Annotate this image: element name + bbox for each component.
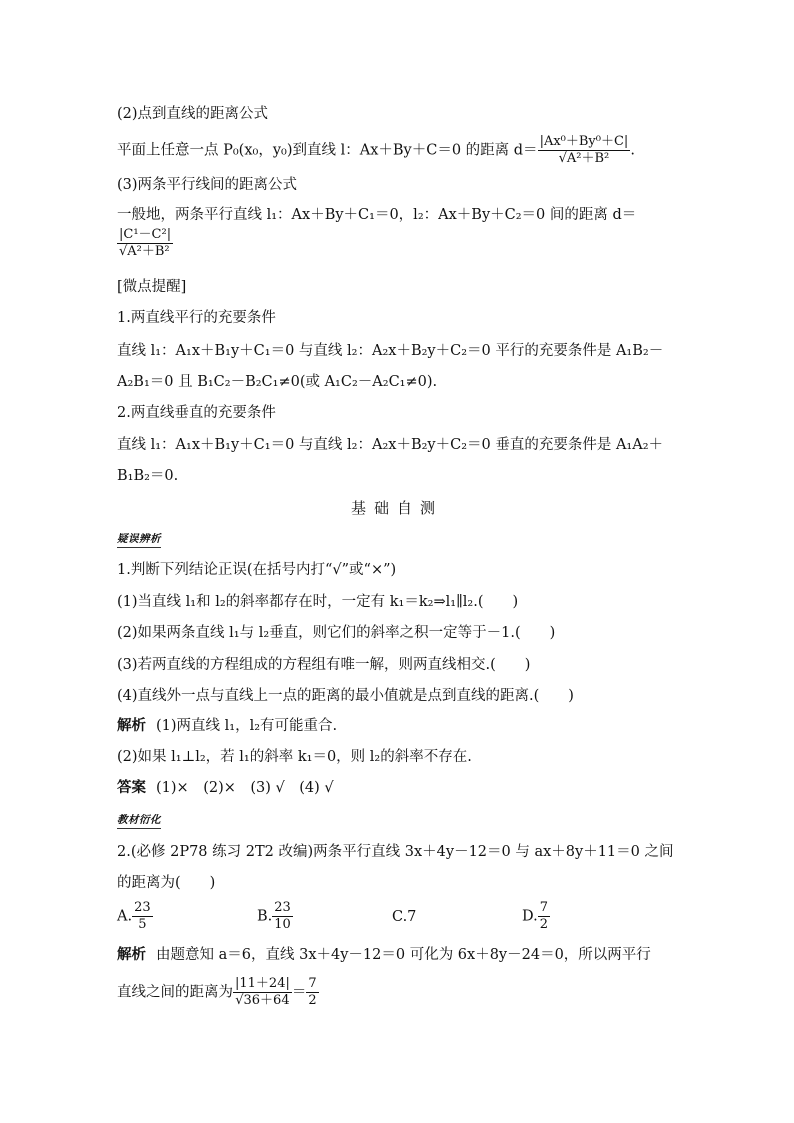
q1-solution-2: (2)如果 l₁⊥l₂，若 l₁的斜率 k₁＝0，则 l₂的斜率不存在. xyxy=(117,749,472,765)
heading-parallel-distance: (3)两条平行线间的距离公式 xyxy=(117,177,298,193)
q2-stem-line1: 2.(必修 2P78 练习 2T2 改编)两条平行直线 3x＋4y－12＝0 与 ax＋8y＋11＝0 之间 xyxy=(117,844,674,860)
section-title: 基础自测 xyxy=(350,499,443,517)
q1-solution-1: 解析 (1)两直线 l₁，l₂有可能重合. xyxy=(117,718,338,734)
parallel-distance-fraction: $\frac{\text{|C¹－C²|}}{\text{√A²＋B²}}$ xyxy=(119,227,172,259)
tag-textbook-derivation: 教材衍化 xyxy=(117,812,161,829)
tip1-line1: 直线 l₁：A₁x＋B₁y＋C₁＝0 与直线 l₂：A₂x＋B₂y＋C₂＝0 平行的充要条件是 A₁B₂－ xyxy=(117,343,664,359)
tag-error-analysis: 疑误辨析 xyxy=(117,531,161,548)
tip1-line2: A₂B₁＝0 且 B₁C₂－B₂C₁≠0(或 A₁C₂－A₂C₁≠0). xyxy=(117,374,438,390)
option-c: C.7 xyxy=(392,909,417,925)
option-d: D. $\frac{7}{2}$ xyxy=(522,900,548,932)
parallel-distance-text: 一般地，两条平行直线 l₁：Ax＋By＋C₁＝0，l₂：Ax＋By＋C₂＝0 间的距离 d＝ xyxy=(117,207,637,223)
tip1-title: 1.两直线平行的充要条件 xyxy=(117,310,276,326)
solution-label: 解析 xyxy=(117,947,146,963)
option-a: A. $\frac{23}{5}$ xyxy=(117,900,151,932)
q1-item: (1)当直线 l₁和 l₂的斜率都存在时，一定有 k₁＝k₂⇒l₁∥l₂.( ) xyxy=(117,594,519,610)
q1-answer: 答案 (1)× (2)× (3) √ (4) √ xyxy=(117,780,334,796)
q1-stem: 1.判断下列结论正误(在括号内打“√”或“×”) xyxy=(117,562,397,578)
q1-item: (4)直线外一点与直线上一点的距离的最小值就是点到直线的距离.( ) xyxy=(117,688,574,704)
solution-label: 解析 xyxy=(117,718,146,734)
q2-stem-line2: 的距离为( ) xyxy=(117,875,216,891)
point-line-formula: 平面上任意一点 P₀(x₀，y₀)到直线 l：Ax＋By＋C＝0 的距离 d＝ $\frac{\text{|Ax⁰＋By⁰＋C|}}{\text{√A²＋B²}}$ . xyxy=(117,134,635,166)
option-b: B. $\frac{23}{10}$ xyxy=(257,900,291,932)
tip-heading: [微点提醒] xyxy=(117,279,187,295)
point-line-text: 平面上任意一点 P₀(x₀，y₀)到直线 l：Ax＋By＋C＝0 的距离 d＝ xyxy=(117,142,538,159)
q1-item: (3)若两直线的方程组成的方程组有唯一解，则两直线相交.( ) xyxy=(117,657,531,673)
tip2-title: 2.两直线垂直的充要条件 xyxy=(117,405,276,421)
tip2-line2: B₁B₂＝0. xyxy=(117,468,179,484)
tip2-line1: 直线 l₁：A₁x＋B₁y＋C₁＝0 与直线 l₂：A₂x＋B₂y＋C₂＝0 垂直的充要条件是 A₁A₂＋ xyxy=(117,437,664,453)
q2-solution-line1: 解析 由题意知 a＝6，直线 3x＋4y－12＝0 可化为 6x＋8y－24＝0，所以两平行 xyxy=(117,947,651,963)
answer-label: 答案 xyxy=(117,780,146,796)
heading-point-line-distance: (2)点到直线的距离公式 xyxy=(117,106,269,122)
q1-item: (2)如果两条直线 l₁与 l₂垂直，则它们的斜率之积一定等于－1.( ) xyxy=(117,625,556,641)
q2-solution-line2: 直线之间的距离为 $\frac{|11+24|}{√36+64}$ ＝ $\frac{7}{2}$ xyxy=(117,976,317,1008)
point-line-fraction: $\frac{\text{|Ax⁰＋By⁰＋C|}}{\text{√A²＋B²}}$ xyxy=(539,134,629,166)
